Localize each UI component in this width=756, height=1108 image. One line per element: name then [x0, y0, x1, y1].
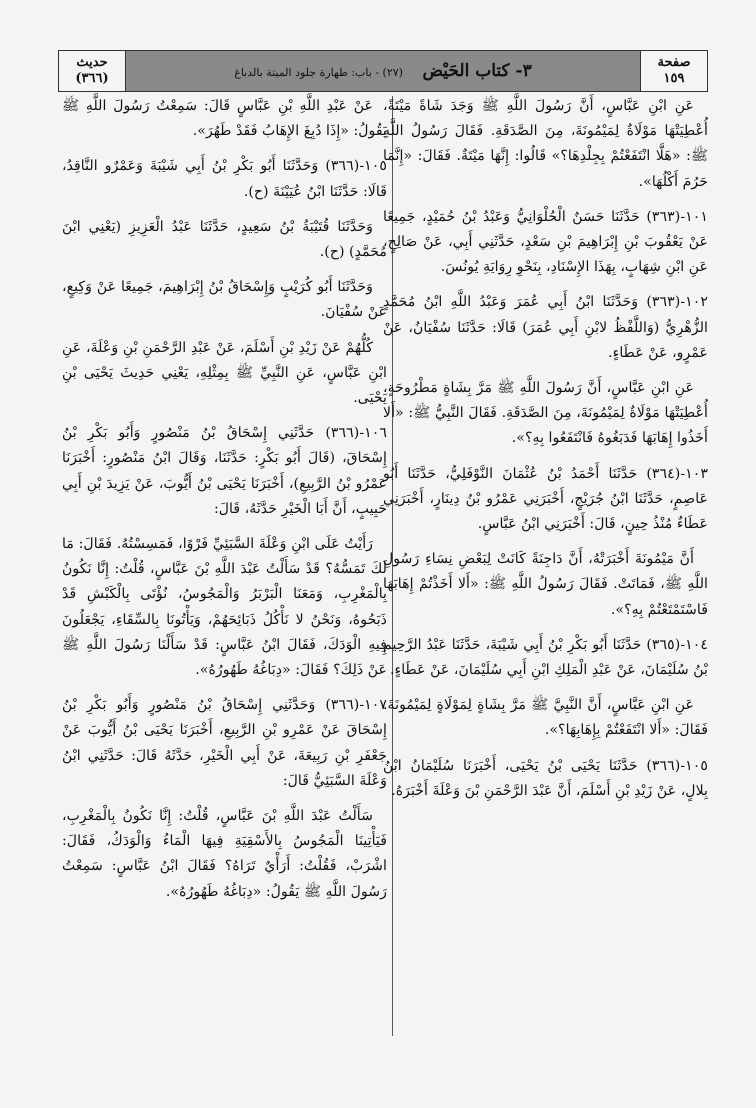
paragraph: ١٠٦-(٣٦٦) حَدَّثَنِي إِسْحَاقُ بْنُ مَنْصُورٍ وَأَبُو بَكْرِ بْنُ إِسْحَاقَ، (قَالَ أَبُو بَكْرٍ: حَدَّثَنَا، وَقَالَ ابْنُ مَنْصُورٍ: أَخْبَرَنَا عَمْرُو بْنُ الرَّبِيعِ)، أَخْبَرَنَا يَحْيَى بْنُ أَيُّوبَ، عَنْ يَزِيدَ بْنِ أَبِي حَبِيبٍ، أَنَّ أَبَا الْخَيْرِ حَدَّثَهُ، قَالَ:: [62, 425, 387, 517]
hadith-label: حديث: [76, 55, 108, 70]
paragraph: ١٠٣-(٣٦٤) حَدَّثَنَا أَحْمَدُ بْنُ عُثْمَانَ النَّوْفَلِيُّ، حَدَّثَنَا أَبُو عَاصِمٍ، حَدَّثَنَا ابْنُ جُرَيْجٍ، أَخْبَرَنِي عَمْرُو بْنُ دِينَارٍ، أَخْبَرَنِي عَطَاءٌ مُنْذُ حِينٍ، قَالَ: أَخْبَرَنِي ابْنُ عَبَّاسٍ.: [383, 465, 708, 533]
paragraph: وَحَدَّثَنَا أَبُو كُرَيْبٍ وَإِسْحَاقُ بْنُ إِبْرَاهِيمَ، جَمِيعًا عَنْ وَكِيعٍ، عَنْ سُفْيَانَ.: [62, 279, 387, 321]
running-title: [126, 61, 640, 81]
hadith-number: (٣٦٦): [75, 71, 109, 86]
paragraph: أَنَّ مَيْمُونَةَ أَخْبَرَتْهُ، أَنَّ دَاجِنَةً كَانَتْ لِبَعْضِ نِسَاءِ رَسُولِ اللَّهِ ﷺ، فَمَاتَتْ. فَقَالَ رَسُولُ اللَّهِ ﷺ: «أَلا أَخَذْتُمْ إِهَابَهَا فَاسْتَمْتَعْتُمْ بِهِ؟».: [383, 551, 708, 618]
chapter-title: ٣- كتاب الحَيْض: [422, 61, 532, 81]
paragraph: ١٠٤-(٣٦٥) حَدَّثَنَا أَبُو بَكْرِ بْنُ أَبِي شَيْبَةَ، حَدَّثَنَا عَبْدُ الرَّحِيمِ بْنُ سُلَيْمَانَ، عَنْ عَبْدِ الْمَلِكِ ابْنِ أَبِي سُلَيْمَانَ، عَنْ عَطَاءٍ.: [383, 636, 708, 679]
left-column: [62, 94, 387, 915]
page-number: ١٥٩: [663, 71, 685, 86]
paragraph: ١٠٢-(٣٦٣) وَحَدَّثَنَا ابْنُ أَبِي عُمَرَ وَعَبْدُ اللَّهِ ابْنُ مُحَمَّدٍ الزُّهْرِيُّ (وَاللَّفْظُ لابْنِ أَبِي عُمَرَ) قَالَا: حَدَّثَنَا سُفْيَانُ، عَنْ عَمْرٍو، عَنْ عَطَاءٍ.: [383, 294, 708, 361]
right-column: [383, 94, 708, 814]
paragraph: رَأَيْتُ عَلَى ابْنِ وَعْلَةَ السَّبَئِيِّ فَرْوًا، فَمَسِسْتُهُ. فَقَالَ: مَا لَكَ تَمَسُّهُ؟ قَدْ سَأَلْتُ عَبْدَ اللَّهِ بْنَ عَبَّاسٍ، قُلْتُ: إِنَّا نَكُونُ بِالْمَغْرِبِ، وَمَعَنَا الْبَرْبَرُ وَالْمَجُوسُ، نُؤْتَى بِالْكَبْشِ قَدْ ذَبَحُوهُ، وَنَحْنُ لا نَأْكُلُ ذَبَائِحَهُمْ، وَيَأْتُونَا بِالسِّقَاءِ، يَجْعَلُونَ فِيهِ الْوَدَكَ، فَقَالَ ابْنُ عَبَّاسٍ: قَدْ سَأَلْنَا رَسُولَ اللَّهِ ﷺ عَنْ ذَلِكَ؟ فَقَالَ: «دِبَاغُهُ طَهُورُهُ».: [62, 536, 387, 679]
paragraph: عَنْ عَبْدِ اللَّهِ بْنِ عَبَّاسٍ قَالَ: سَمِعْتُ رَسُولَ اللَّهِ ﷺ يَقُولُ: «إِذَا دُبِغَ الإِهَابُ فَقَدْ طَهُرَ».: [62, 98, 387, 140]
paragraph: عَنِ ابْنِ عَبَّاسٍ، أَنَّ رَسُولَ اللَّهِ ﷺ وَجَدَ شَاةً مَيْتَةً، أُعْطِيَتْهَا مَوْلَاةٌ لِمَيْمُونَةَ، مِنَ الصَّدَقَةِ. فَقَالَ رَسُولُ اللَّهِ ﷺ: «هَلَّا انْتَفَعْتُمْ بِجِلْدِهَا؟» قَالُوا: إِنَّهَا مَيْتَةٌ. فَقَالَ: «إِنَّمَا حَرُمَ أَكْلُهَا».: [383, 98, 708, 190]
paragraph: عَنِ ابْنِ عَبَّاسٍ، أَنَّ النَّبِيَّ ﷺ مَرَّ بِشَاةٍ لِمَوْلَاةٍ لِمَيْمُونَةَ. فَقَالَ: «أَلا انْتَفَعْتُمْ بِإِهَابِهَا؟».: [383, 697, 708, 739]
paragraph: ١٠٧-(٣٦٦) وَحَدَّثَنِي إِسْحَاقُ بْنُ مَنْصُورٍ وَأَبُو بَكْرِ بْنُ إِسْحَاقَ عَنْ عَمْرِو بْنِ الرَّبِيعِ، أَخْبَرَنَا يَحْيَى بْنُ أَيُّوبَ عَنْ جَعْفَرِ بْنِ رَبِيعَةَ، عَنْ أَبِي الْخَيْرِ، حَدَّثَهُ قَالَ: حَدَّثَنِي ابْنُ وَعْلَةَ السَّبَئِيُّ قَالَ:: [62, 697, 387, 789]
paragraph: ١٠٥-(٣٦٦) حَدَّثَنَا يَحْيَى بْنُ يَحْيَى، أَخْبَرَنَا سُلَيْمَانُ ابْنُ بِلالٍ، عَنْ زَيْدِ بْنِ أَسْلَمَ، أَنَّ عَبْدَ الرَّحْمَنِ بْنَ وَعْلَةَ أَخْبَرَهُ.: [383, 757, 708, 799]
page-header: [58, 50, 708, 92]
paragraph: عَنِ ابْنِ عَبَّاسٍ، أَنَّ رَسُولَ اللَّهِ ﷺ مَرَّ بِشَاةٍ مَطْرُوحَةٍ، أُعْطِيَتْهَا مَوْلَاةٌ لِمَيْمُونَةَ، مِنَ الصَّدَقَةِ. فَقَالَ النَّبِيُّ ﷺ: «أَلا أَخَذُوا إِهَابَهَا فَدَبَغُوهُ فَانْتَفَعُوا بِهِ؟».: [383, 380, 708, 447]
paragraph: ١٠٥-(٣٦٦) وَحَدَّثَنَا أَبُو بَكْرِ بْنُ أَبِي شَيْبَةَ وَعَمْرٌو النَّاقِدُ، قَالَا: حَدَّثَنَا ابْنُ عُيَيْنَةَ (ح).: [62, 158, 387, 200]
section-title: (٢٧) - باب: طهارة جلود الميتة بالدباغ: [234, 66, 403, 79]
page-number-box: [640, 51, 707, 91]
paragraph: سَأَلْتُ عَبْدَ اللَّهِ بْنَ عَبَّاسٍ، قُلْتُ: إِنَّا نَكُونُ بِالْمَغْرِبِ، فَيَأْتِينَا الْمَجُوسُ بِالأَسْقِيَةِ فِيهَا الْمَاءُ وَالْوَدَكُ، فَقَالَ: اشْرَبْ، فَقُلْتُ: أَرَأْيٌ تَرَاهُ؟ فَقَالَ ابْنُ عَبَّاسٍ: سَمِعْتُ رَسُولَ اللَّهِ ﷺ يَقُولُ: «دِبَاغُهُ طَهُورُهُ».: [62, 808, 387, 900]
page-label: صفحة: [657, 55, 691, 70]
paragraph: وَحَدَّثَنَا قُتَيْبَةُ بْنُ سَعِيدٍ، حَدَّثَنَا عَبْدُ الْعَزِيزِ (يَعْنِي ابْنَ مُحَمَّدٍ) (ح).: [62, 218, 387, 261]
hadith-number-box: [59, 51, 126, 91]
paragraph: كُلُّهُمْ عَنْ زَيْدِ بْنِ أَسْلَمَ، عَنْ عَبْدِ الرَّحْمَنِ بْنِ وَعْلَةَ، عَنِ ابْنِ عَبَّاسٍ، عَنِ النَّبِيِّ ﷺ بِمِثْلِهِ، يَعْنِي حَدِيثَ يَحْيَى بْنِ يَحْيَى.: [62, 339, 387, 407]
paragraph: ١٠١-(٣٦٣) حَدَّثَنَا حَسَنٌ الْحُلْوَانِيُّ وَعَبْدُ بْنُ حُمَيْدٍ، جَمِيعًا عَنْ يَعْقُوبَ بْنِ إِبْرَاهِيمَ بْنِ سَعْدٍ، حَدَّثَنِي أَبِي، عَنْ صَالِحٍ، عَنِ ابْنِ شِهَابٍ، بِهَذَا الإِسْنَادِ، بِنَحْوِ رِوَايَةِ يُونُسَ.: [383, 208, 708, 276]
